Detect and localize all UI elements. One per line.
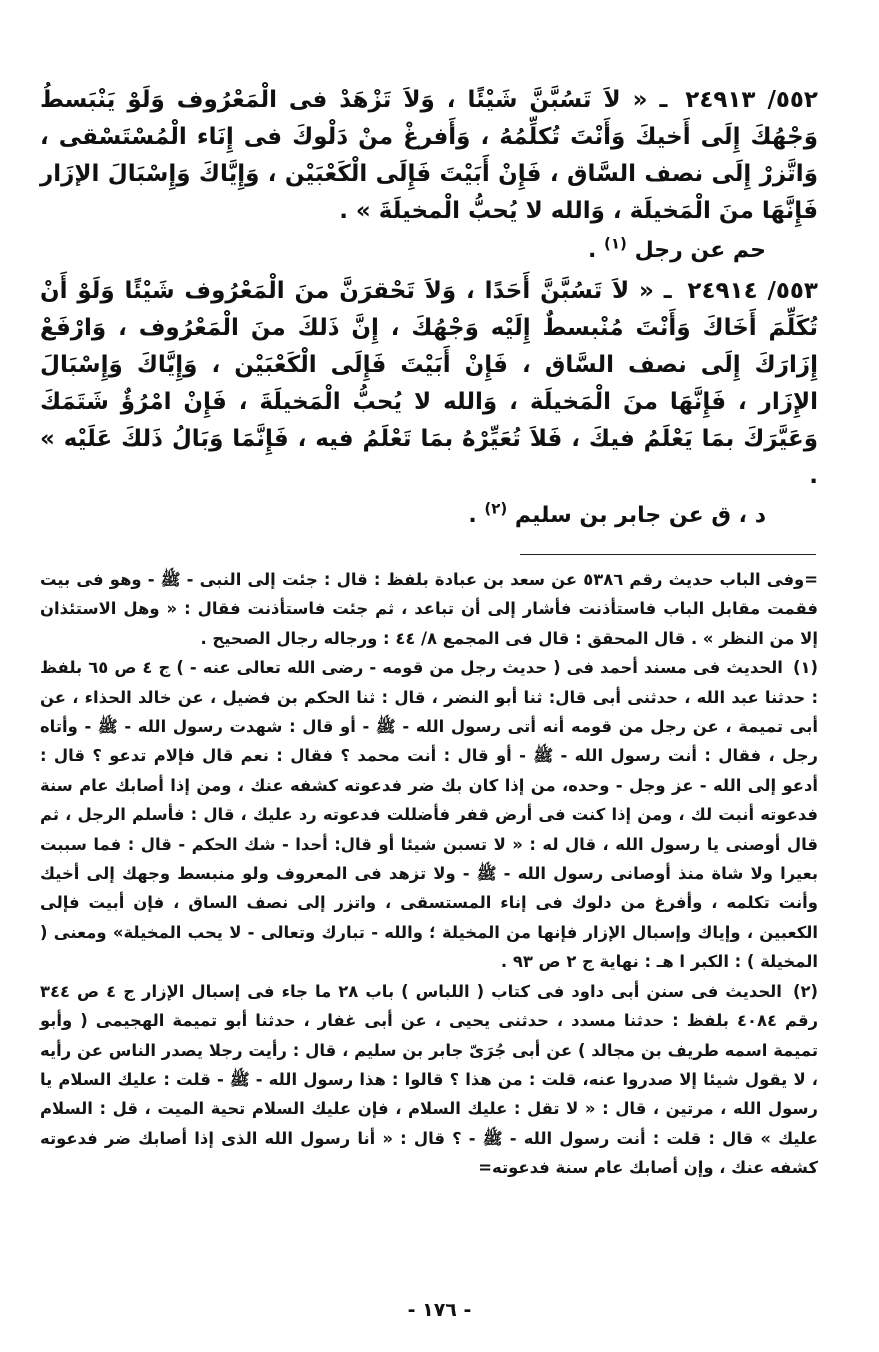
source-period: . <box>588 238 597 263</box>
footnote-1 <box>40 653 818 976</box>
hadith-source <box>40 497 766 534</box>
document-page <box>40 82 818 1332</box>
hadith-entry <box>40 82 818 230</box>
source-text: حم عن رجل <box>634 238 766 263</box>
footnote-divider <box>520 554 816 555</box>
footnotes-section <box>40 565 818 1183</box>
hadith-number: ٥٥٣/ ٢٤٩١٤ <box>687 278 818 304</box>
hadith-source <box>40 232 766 269</box>
hadith-dash: ـ <box>663 278 672 304</box>
source-period: . <box>468 503 477 528</box>
hadith-dash: ـ <box>659 87 668 113</box>
hadith-entry <box>40 273 818 495</box>
hadith-text: « لاَ تَسُبَّنَّ أَحَدًا ، وَلاَ تَحْقرَنَّ منَ الْمَعْرُوف شَيْئًا وَلَوْ أَنْ تُكَلِّمَ أَخَاكَ وَأَنْتَ مُنْبسطٌ إِلَيْه وَجْهُكَ ، إِنَّ ذَلكَ منَ الْمَعْرُوف ، وَارْفَعْ إِزَارَكَ إِلَى نصف السَّاق ، فَإِنْ أَبَيْتَ فَإِلَى الْكَعْبَيْن ، وَإِيَّاكَ وَإِسْبَالَ الإِزَار ، فَإِنَّهَا منَ الْمَخيلَة ، وَالله لا يُحبُّ الْمَخيلَةَ ، فَإِنْ امْرُؤٌ شَتَمَكَ وَعَيَّرَكَ بمَا يَعْلَمُ فيكَ ، فَلاَ تُعَيِّرْهُ بمَا تَعْلَمُ فيه ، فَإِنَّمَا وَبَالُ ذَلكَ عَلَيْه » . <box>40 278 818 489</box>
footnote-reference: (٢) <box>484 499 508 518</box>
source-text: د ، ق عن جابر بن سليم <box>514 503 766 528</box>
footnote-continuation <box>40 565 818 653</box>
footnote-text: =وفى الباب حديث رقم ٥٣٨٦ عن سعد بن عبادة بلفظ : قال : جئت إلى النبى - ﷺ - وهو فى بيت فقمت مقابل الباب فاستأذنت فأشار إلى أن تباعد ، ثم جئت فاستأذنت فقال : « وهل الاستئذان إلا من النظر » . قال المحقق : قال فى المجمع ٨/ ٤٤ : ورجاله رجال الصحيح . <box>40 570 818 648</box>
hadith-text: « لاَ تَسُبَّنَّ شَيْئًا ، وَلاَ تَزْهَدْ فى الْمَعْرُوف وَلَوْ يَنْبَسطُ وَجْهُكَ إِلَى أَخيكَ وَأَنْتَ تُكلِّمُهُ ، وَأَفرغْ منْ دَلْوكَ فى إِنَاء الْمُسْتَسْقى ، وَاتَّزرْ إِلَى نصف السَّاق ، فَإِنْ أَبَيْتَ فَإِلَى الْكَعْبَيْن ، وَإِيَّاكَ وَإِسْبَالَ الإزَار فَإِنَّهَا منَ الْمَخيلَة ، وَالله لا يُحبُّ الْمخيلَةَ » . <box>40 87 818 224</box>
footnote-text: الحديث فى سنن أبى داود فى كتاب ( اللباس ) باب ٢٨ ما جاء فى إسبال الإزار ج ٤ ص ٣٤٤ رقم ٤٠٨٤ بلفظ : حدثنا مسدد ، حدثنى يحيى ، عن أبى غفار ، حدثنا أبو تميمة الهجيمى ( وأبو تميمة اسمه طريف بن مجالد ) عن أبى جُرَىّ جابر بن سليم ، قال : رأيت رجلا يصدر الناس عن رأيه ، لا يقول شيئا إلا صدروا عنه، قلت : من هذا ؟ قالوا : هذا رسول الله - ﷺ - قلت : عليك السلام يا رسول الله ، مرتين ، قال : « لا تقل : عليك السلام ، فإن عليك السلام تحية الميت ، قل : السلام عليك » قال : قلت : أنت رسول الله - ﷺ - ؟ قال : « أنا رسول الله الذى إذا أصابك ضر فدعوته كشفه عنك ، وإن أصابك عام سنة فدعوته= <box>40 981 819 1178</box>
hadith-number: ٥٥٢/ ٢٤٩١٣ <box>685 87 818 113</box>
footnote-label: (٢) <box>792 981 818 1001</box>
footnote-2 <box>40 977 818 1183</box>
footnote-label: (١) <box>792 658 818 678</box>
hadith-section <box>40 82 818 534</box>
footnote-text: الحديث فى مسند أحمد فى ( حديث رجل من قومه - رضى الله تعالى عنه - ) ج ٤ ص ٦٥ بلفظ : حدثنا عبد الله ، حدثنى أبى قال: ثنا أبو النضر ، قال : ثنا الحكم بن فضيل ، عن خالد الحذاء ، عن أبى تميمة ، عن رجل من قومه أنه أتى رسول الله - ﷺ - أو قال : شهدت رسول الله - ﷺ - وأتاه رجل ، فقال : أنت رسول الله - ﷺ - أو قال : أنت محمد ؟ فقال : نعم قال فإلام تدعو ؟ قال : أدعو إلى الله - عز وجل - وحده، من إذا كان بك ضر فدعوته كشفه عنك ، ومن إذا أصابك عام سنة فدعوته أنبت لك ، ومن إذا كنت فى أرض قفر فأضللت فدعوته رد عليك ، قال : فأسلم الرجل ، ثم قال أوصنى يا رسول الله ، قال له : « لا تسبن شيئا أو قال: أحدا - شك الحكم - قال : فما سببت بعيرا ولا شاة منذ أوصانى رسول الله - ﷺ - ولا تزهد فى المعروف ولو منبسط وجهك إلى أخيك وأنت تكلمه ، وأفرغ من دلوك فى إناء المستسقى ، واتزر إلى نصف الساق ، فإن أبيت فإلى الكعبين ، وإياك وإسبال الإزار فإنها من المخيلة ؛ والله - تبارك وتعالى - لا يحب المخيلة» ومعنى ( المخيلة ) : الكبر ا هـ : نهاية ج ٢ ص ٩٣ . <box>40 658 818 972</box>
footnote-reference: (١) <box>604 234 627 253</box>
page-number: - ١٧٦ - <box>407 1299 472 1321</box>
